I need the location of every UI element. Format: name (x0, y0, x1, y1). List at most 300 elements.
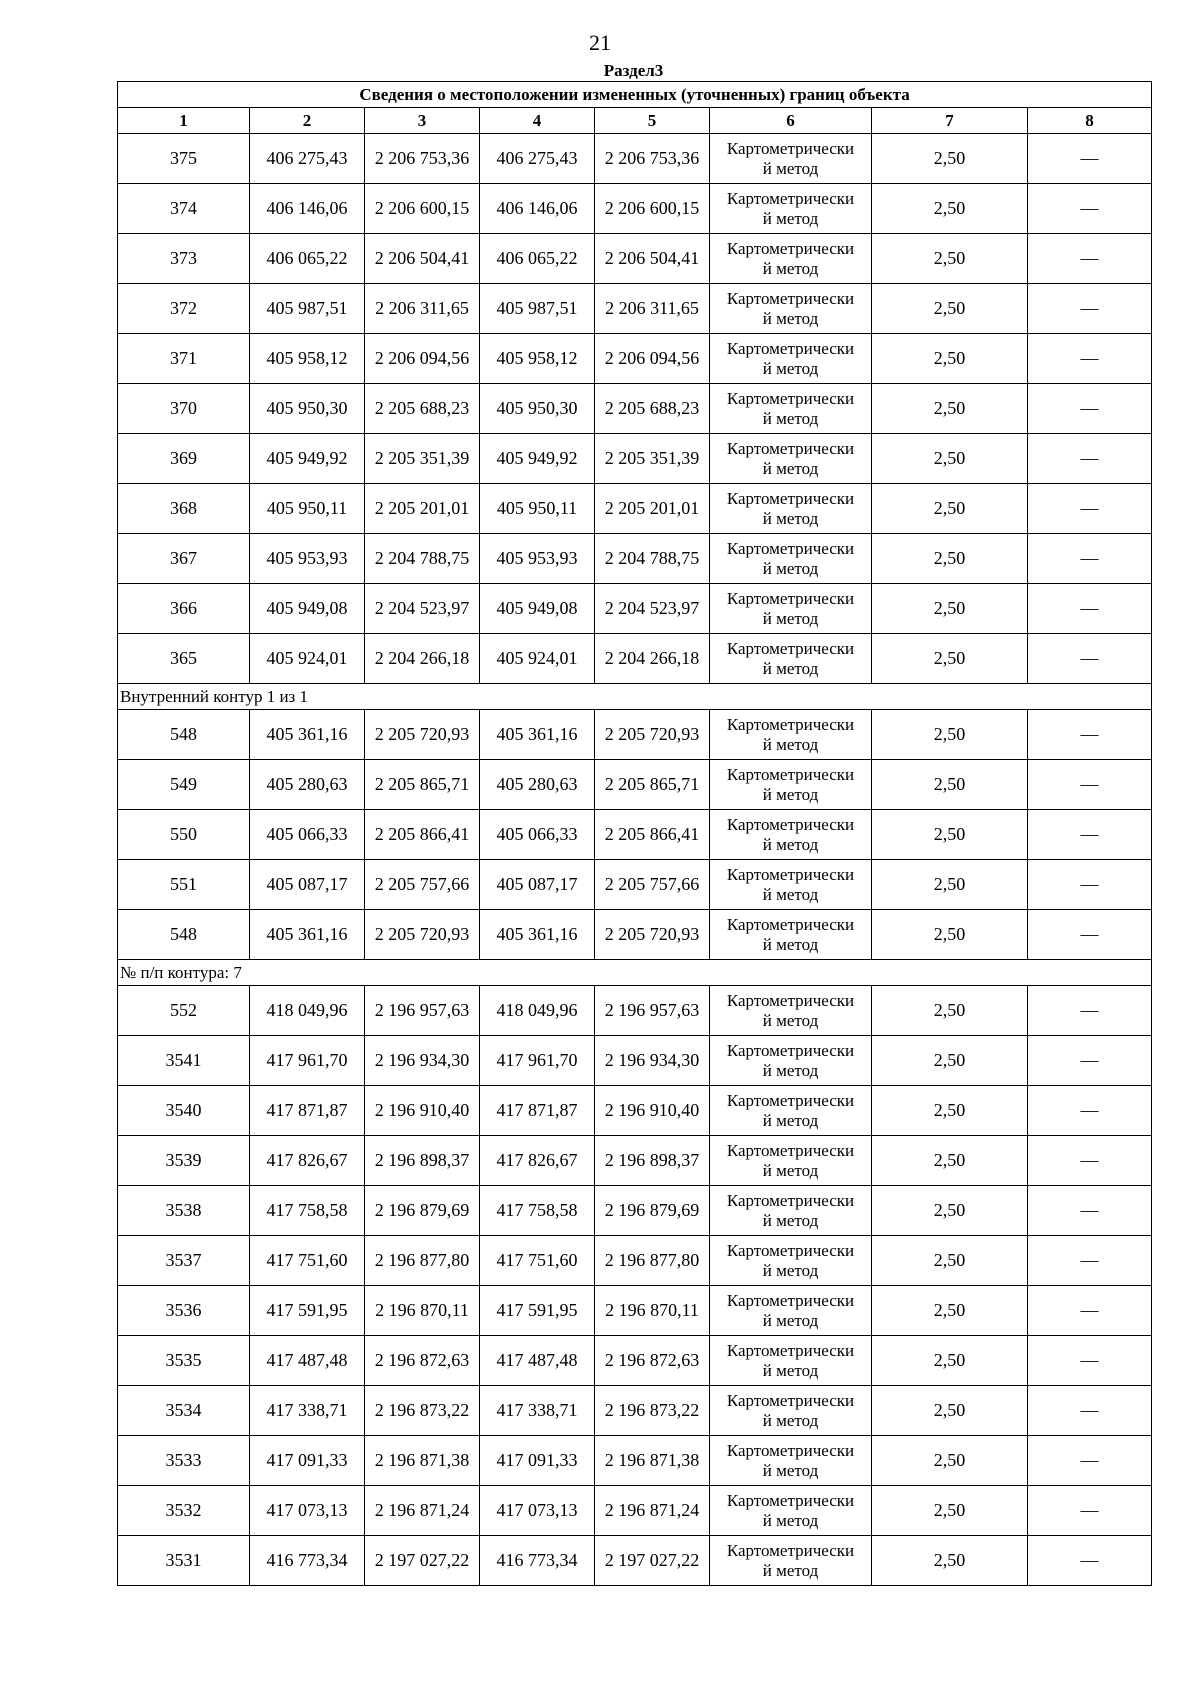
point-number-cell: 550 (118, 810, 250, 860)
note-cell: — (1028, 334, 1152, 384)
method-line-2: й метод (762, 508, 819, 528)
method-cell (710, 484, 872, 534)
method-line-1: Картометрически (726, 1540, 855, 1560)
method-line-1: Картометрически (726, 438, 855, 458)
method-line-2: й метод (762, 208, 819, 228)
method-line-2: й метод (762, 1010, 819, 1030)
coordinate-x1-cell: 417 073,13 (250, 1486, 365, 1536)
method-line-1: Картометрически (726, 1090, 855, 1110)
table-row (118, 584, 1152, 634)
table-row (118, 986, 1152, 1036)
coordinate-y2-cell: 2 196 910,40 (595, 1086, 710, 1136)
method-cell (710, 1336, 872, 1386)
point-number-cell: 3534 (118, 1386, 250, 1436)
contour-label: Внутренний контур 1 из 1 (118, 684, 1152, 710)
accuracy-cell: 2,50 (872, 584, 1028, 634)
method-cell (710, 234, 872, 284)
coordinate-y2-cell: 2 196 957,63 (595, 986, 710, 1036)
method-cell (710, 334, 872, 384)
coordinate-y1-cell: 2 205 757,66 (365, 860, 480, 910)
coordinate-y2-cell: 2 206 504,41 (595, 234, 710, 284)
coordinate-y2-cell: 2 196 872,63 (595, 1336, 710, 1386)
coordinate-y1-cell: 2 205 351,39 (365, 434, 480, 484)
method-line-2: й метод (762, 308, 819, 328)
method-line-2: й метод (762, 934, 819, 954)
coordinate-y2-cell: 2 205 865,71 (595, 760, 710, 810)
note-cell: — (1028, 1186, 1152, 1236)
coordinate-y1-cell: 2 205 720,93 (365, 710, 480, 760)
method-line-2: й метод (762, 408, 819, 428)
coordinate-y1-cell: 2 196 870,11 (365, 1286, 480, 1336)
coordinate-x2-cell: 406 146,06 (480, 184, 595, 234)
coordinate-x1-cell: 405 361,16 (250, 910, 365, 960)
coordinate-x2-cell: 405 950,30 (480, 384, 595, 434)
method-line-2: й метод (762, 1510, 819, 1530)
note-cell: — (1028, 634, 1152, 684)
method-line-1: Картометрически (726, 1040, 855, 1060)
method-line-1: Картометрически (726, 338, 855, 358)
note-cell: — (1028, 1236, 1152, 1286)
coordinate-y2-cell: 2 204 266,18 (595, 634, 710, 684)
column-number-3: 3 (365, 108, 480, 134)
note-cell: — (1028, 484, 1152, 534)
coordinate-x2-cell: 406 275,43 (480, 134, 595, 184)
method-line-2: й метод (762, 1410, 819, 1430)
method-line-2: й метод (762, 458, 819, 478)
coordinate-x1-cell: 405 953,93 (250, 534, 365, 584)
coordinate-x2-cell: 417 487,48 (480, 1336, 595, 1386)
point-number-cell: 551 (118, 860, 250, 910)
coordinate-y2-cell: 2 196 898,37 (595, 1136, 710, 1186)
coordinate-x2-cell: 405 987,51 (480, 284, 595, 334)
point-number-cell: 3536 (118, 1286, 250, 1336)
accuracy-cell: 2,50 (872, 710, 1028, 760)
method-line-2: й метод (762, 258, 819, 278)
accuracy-cell: 2,50 (872, 1536, 1028, 1586)
coordinate-y1-cell: 2 206 311,65 (365, 284, 480, 334)
column-number-5: 5 (595, 108, 710, 134)
coordinate-x2-cell: 416 773,34 (480, 1536, 595, 1586)
point-number-cell: 375 (118, 134, 250, 184)
table-row (118, 810, 1152, 860)
method-line-2: й метод (762, 1560, 819, 1580)
method-line-2: й метод (762, 834, 819, 854)
method-line-1: Картометрически (726, 1490, 855, 1510)
accuracy-cell: 2,50 (872, 634, 1028, 684)
accuracy-cell: 2,50 (872, 134, 1028, 184)
table-row (118, 760, 1152, 810)
coordinate-x2-cell: 405 924,01 (480, 634, 595, 684)
note-cell: — (1028, 1136, 1152, 1186)
coordinate-y1-cell: 2 196 934,30 (365, 1036, 480, 1086)
accuracy-cell: 2,50 (872, 1186, 1028, 1236)
point-number-cell: 374 (118, 184, 250, 234)
accuracy-cell: 2,50 (872, 184, 1028, 234)
point-number-cell: 552 (118, 986, 250, 1036)
method-cell (710, 284, 872, 334)
coordinate-y2-cell: 2 196 877,80 (595, 1236, 710, 1286)
coordinate-x1-cell: 417 961,70 (250, 1036, 365, 1086)
coordinate-y1-cell: 2 205 688,23 (365, 384, 480, 434)
accuracy-cell: 2,50 (872, 810, 1028, 860)
coordinate-x2-cell: 405 361,16 (480, 910, 595, 960)
point-number-cell: 366 (118, 584, 250, 634)
contour-separator-row (118, 684, 1152, 710)
point-number-cell: 3540 (118, 1086, 250, 1136)
method-line-1: Картометрически (726, 1240, 855, 1260)
method-line-1: Картометрически (726, 1190, 855, 1210)
note-cell: — (1028, 1536, 1152, 1586)
note-cell: — (1028, 760, 1152, 810)
accuracy-cell: 2,50 (872, 384, 1028, 434)
table-body (118, 134, 1152, 1586)
coordinate-x2-cell: 417 091,33 (480, 1436, 595, 1486)
coordinate-y1-cell: 2 204 788,75 (365, 534, 480, 584)
method-cell (710, 1436, 872, 1486)
coordinate-x1-cell: 417 758,58 (250, 1186, 365, 1236)
coordinate-x1-cell: 417 487,48 (250, 1336, 365, 1386)
coordinate-x1-cell: 405 949,92 (250, 434, 365, 484)
method-cell (710, 1186, 872, 1236)
coordinate-y1-cell: 2 196 872,63 (365, 1336, 480, 1386)
note-cell: — (1028, 910, 1152, 960)
coordinate-y2-cell: 2 205 720,93 (595, 710, 710, 760)
method-line-1: Картометрически (726, 538, 855, 558)
coordinate-y2-cell: 2 204 523,97 (595, 584, 710, 634)
coordinate-x2-cell: 417 338,71 (480, 1386, 595, 1436)
coordinate-x1-cell: 405 066,33 (250, 810, 365, 860)
method-cell (710, 860, 872, 910)
table-row (118, 1386, 1152, 1436)
coordinate-x1-cell: 406 065,22 (250, 234, 365, 284)
coordinate-x1-cell: 405 949,08 (250, 584, 365, 634)
coordinate-x2-cell: 417 591,95 (480, 1286, 595, 1336)
method-line-2: й метод (762, 1360, 819, 1380)
coordinate-x1-cell: 406 146,06 (250, 184, 365, 234)
coordinate-x1-cell: 405 950,30 (250, 384, 365, 434)
accuracy-cell: 2,50 (872, 986, 1028, 1036)
coordinate-y1-cell: 2 196 898,37 (365, 1136, 480, 1186)
point-number-cell: 369 (118, 434, 250, 484)
method-cell (710, 760, 872, 810)
table-row (118, 1136, 1152, 1186)
coordinate-x1-cell: 417 591,95 (250, 1286, 365, 1336)
point-number-cell: 3533 (118, 1436, 250, 1486)
column-number-2: 2 (250, 108, 365, 134)
method-cell (710, 910, 872, 960)
method-line-2: й метод (762, 1160, 819, 1180)
method-line-1: Картометрически (726, 1390, 855, 1410)
method-line-1: Картометрически (726, 388, 855, 408)
method-line-1: Картометрически (726, 238, 855, 258)
method-line-2: й метод (762, 1210, 819, 1230)
coordinate-y2-cell: 2 196 871,24 (595, 1486, 710, 1536)
method-line-2: й метод (762, 1310, 819, 1330)
point-number-cell: 371 (118, 334, 250, 384)
method-line-1: Картометрически (726, 1440, 855, 1460)
note-cell: — (1028, 1336, 1152, 1386)
point-number-cell: 3531 (118, 1536, 250, 1586)
accuracy-cell: 2,50 (872, 1286, 1028, 1336)
coordinate-y2-cell: 2 205 351,39 (595, 434, 710, 484)
coordinate-x2-cell: 405 953,93 (480, 534, 595, 584)
note-cell: — (1028, 284, 1152, 334)
point-number-cell: 3532 (118, 1486, 250, 1536)
table-row (118, 384, 1152, 434)
method-cell (710, 710, 872, 760)
coordinate-y2-cell: 2 197 027,22 (595, 1536, 710, 1586)
table-row (118, 1086, 1152, 1136)
point-number-cell: 3537 (118, 1236, 250, 1286)
method-line-1: Картометрически (726, 1340, 855, 1360)
column-number-7: 7 (872, 108, 1028, 134)
method-line-2: й метод (762, 558, 819, 578)
table-row (118, 284, 1152, 334)
table-row (118, 1436, 1152, 1486)
point-number-cell: 372 (118, 284, 250, 334)
method-cell (710, 134, 872, 184)
method-cell (710, 534, 872, 584)
method-cell (710, 1236, 872, 1286)
coordinate-x1-cell: 417 338,71 (250, 1386, 365, 1436)
coordinate-x1-cell: 406 275,43 (250, 134, 365, 184)
point-number-cell: 368 (118, 484, 250, 534)
coordinate-x1-cell: 405 280,63 (250, 760, 365, 810)
note-cell: — (1028, 584, 1152, 634)
accuracy-cell: 2,50 (872, 434, 1028, 484)
method-line-1: Картометрически (726, 1290, 855, 1310)
point-number-cell: 549 (118, 760, 250, 810)
accuracy-cell: 2,50 (872, 1136, 1028, 1186)
method-cell (710, 986, 872, 1036)
coordinate-x2-cell: 417 758,58 (480, 1186, 595, 1236)
method-cell (710, 1036, 872, 1086)
coordinate-y1-cell: 2 196 957,63 (365, 986, 480, 1036)
table-row (118, 134, 1152, 184)
column-number-8: 8 (1028, 108, 1152, 134)
point-number-cell: 548 (118, 910, 250, 960)
coordinate-y2-cell: 2 196 934,30 (595, 1036, 710, 1086)
coordinate-x2-cell: 405 280,63 (480, 760, 595, 810)
table-row (118, 1236, 1152, 1286)
table-row (118, 710, 1152, 760)
point-number-cell: 365 (118, 634, 250, 684)
note-cell: — (1028, 1386, 1152, 1436)
accuracy-cell: 2,50 (872, 910, 1028, 960)
method-cell (710, 634, 872, 684)
coordinate-x1-cell: 405 987,51 (250, 284, 365, 334)
method-line-1: Картометрически (726, 1140, 855, 1160)
coordinate-x2-cell: 417 871,87 (480, 1086, 595, 1136)
note-cell: — (1028, 534, 1152, 584)
coordinate-x1-cell: 417 091,33 (250, 1436, 365, 1486)
column-number-row (118, 108, 1152, 134)
accuracy-cell: 2,50 (872, 334, 1028, 384)
point-number-cell: 548 (118, 710, 250, 760)
accuracy-cell: 2,50 (872, 1486, 1028, 1536)
accuracy-cell: 2,50 (872, 1436, 1028, 1486)
method-line-2: й метод (762, 158, 819, 178)
table-row (118, 1186, 1152, 1236)
method-cell (710, 810, 872, 860)
note-cell: — (1028, 184, 1152, 234)
method-cell (710, 1386, 872, 1436)
coordinate-y2-cell: 2 205 866,41 (595, 810, 710, 860)
coordinate-x1-cell: 405 958,12 (250, 334, 365, 384)
coordinate-y2-cell: 2 205 688,23 (595, 384, 710, 434)
note-cell: — (1028, 134, 1152, 184)
accuracy-cell: 2,50 (872, 284, 1028, 334)
point-number-cell: 370 (118, 384, 250, 434)
coordinate-y1-cell: 2 196 879,69 (365, 1186, 480, 1236)
table-row (118, 910, 1152, 960)
coordinate-x2-cell: 417 826,67 (480, 1136, 595, 1186)
method-cell (710, 1286, 872, 1336)
coordinate-y1-cell: 2 205 720,93 (365, 910, 480, 960)
method-line-1: Картометрически (726, 864, 855, 884)
method-line-1: Картометрически (726, 188, 855, 208)
note-cell: — (1028, 434, 1152, 484)
accuracy-cell: 2,50 (872, 1336, 1028, 1386)
method-line-1: Картометрически (726, 914, 855, 934)
method-cell (710, 384, 872, 434)
table-caption: Сведения о местоположении измененных (уточненных) границ объекта (118, 82, 1152, 108)
page-number: 21 (589, 30, 611, 55)
method-line-1: Картометрически (726, 488, 855, 508)
coordinate-x1-cell: 417 826,67 (250, 1136, 365, 1186)
accuracy-cell: 2,50 (872, 1086, 1028, 1136)
coordinate-y1-cell: 2 197 027,22 (365, 1536, 480, 1586)
coordinate-y2-cell: 2 196 879,69 (595, 1186, 710, 1236)
coordinate-y2-cell: 2 205 201,01 (595, 484, 710, 534)
note-cell: — (1028, 986, 1152, 1036)
coordinate-x1-cell: 405 950,11 (250, 484, 365, 534)
accuracy-cell: 2,50 (872, 1036, 1028, 1086)
method-line-2: й метод (762, 608, 819, 628)
note-cell: — (1028, 384, 1152, 434)
coordinate-x2-cell: 418 049,96 (480, 986, 595, 1036)
point-number-cell: 3535 (118, 1336, 250, 1386)
coordinate-y1-cell: 2 206 094,56 (365, 334, 480, 384)
coordinate-x1-cell: 405 924,01 (250, 634, 365, 684)
coordinate-y1-cell: 2 205 866,41 (365, 810, 480, 860)
accuracy-cell: 2,50 (872, 234, 1028, 284)
coordinate-y2-cell: 2 204 788,75 (595, 534, 710, 584)
coordinate-x2-cell: 417 961,70 (480, 1036, 595, 1086)
table-row (118, 1486, 1152, 1536)
coordinate-y1-cell: 2 204 523,97 (365, 584, 480, 634)
method-line-1: Картометрически (726, 138, 855, 158)
table-row (118, 1336, 1152, 1386)
coordinate-x2-cell: 405 949,92 (480, 434, 595, 484)
contour-separator-row (118, 960, 1152, 986)
accuracy-cell: 2,50 (872, 484, 1028, 534)
coordinate-x1-cell: 405 087,17 (250, 860, 365, 910)
method-cell (710, 184, 872, 234)
note-cell: — (1028, 1036, 1152, 1086)
boundary-table (117, 81, 1152, 1586)
coordinate-y1-cell: 2 206 753,36 (365, 134, 480, 184)
method-line-1: Картометрически (726, 814, 855, 834)
accuracy-cell: 2,50 (872, 760, 1028, 810)
note-cell: — (1028, 1486, 1152, 1536)
coordinate-y2-cell: 2 196 873,22 (595, 1386, 710, 1436)
coordinate-y2-cell: 2 206 600,15 (595, 184, 710, 234)
method-line-2: й метод (762, 734, 819, 754)
coordinate-y1-cell: 2 205 201,01 (365, 484, 480, 534)
point-number-cell: 367 (118, 534, 250, 584)
method-line-2: й метод (762, 1110, 819, 1130)
table-row (118, 234, 1152, 284)
method-cell (710, 434, 872, 484)
method-line-2: й метод (762, 1260, 819, 1280)
accuracy-cell: 2,50 (872, 1236, 1028, 1286)
method-cell (710, 1136, 872, 1186)
note-cell: — (1028, 1436, 1152, 1486)
method-line-2: й метод (762, 658, 819, 678)
section-title: Раздел3 (603, 61, 664, 80)
note-cell: — (1028, 1286, 1152, 1336)
table-row (118, 184, 1152, 234)
point-number-cell: 3541 (118, 1036, 250, 1086)
coordinate-x2-cell: 405 087,17 (480, 860, 595, 910)
method-line-2: й метод (762, 358, 819, 378)
column-number-6: 6 (710, 108, 872, 134)
coordinate-y1-cell: 2 206 504,41 (365, 234, 480, 284)
coordinate-y2-cell: 2 206 094,56 (595, 334, 710, 384)
coordinate-y1-cell: 2 196 877,80 (365, 1236, 480, 1286)
coordinate-x1-cell: 418 049,96 (250, 986, 365, 1036)
point-number-cell: 3538 (118, 1186, 250, 1236)
method-line-2: й метод (762, 784, 819, 804)
coordinate-x1-cell: 417 871,87 (250, 1086, 365, 1136)
method-line-1: Картометрически (726, 764, 855, 784)
coordinate-y2-cell: 2 206 311,65 (595, 284, 710, 334)
coordinate-x2-cell: 406 065,22 (480, 234, 595, 284)
coordinate-x1-cell: 416 773,34 (250, 1536, 365, 1586)
table-row (118, 634, 1152, 684)
coordinate-x2-cell: 405 949,08 (480, 584, 595, 634)
note-cell: — (1028, 860, 1152, 910)
accuracy-cell: 2,50 (872, 860, 1028, 910)
coordinate-y2-cell: 2 196 871,38 (595, 1436, 710, 1486)
table-row (118, 1536, 1152, 1586)
table-row (118, 1036, 1152, 1086)
table-row (118, 434, 1152, 484)
method-cell (710, 1086, 872, 1136)
coordinate-y2-cell: 2 196 870,11 (595, 1286, 710, 1336)
method-cell (710, 1536, 872, 1586)
note-cell: — (1028, 710, 1152, 760)
coordinate-y1-cell: 2 204 266,18 (365, 634, 480, 684)
coordinate-x2-cell: 417 751,60 (480, 1236, 595, 1286)
method-cell (710, 1486, 872, 1536)
point-number-cell: 373 (118, 234, 250, 284)
table-row (118, 534, 1152, 584)
table-row (118, 334, 1152, 384)
table-row (118, 860, 1152, 910)
column-number-4: 4 (480, 108, 595, 134)
method-line-2: й метод (762, 884, 819, 904)
coordinate-y1-cell: 2 196 871,38 (365, 1436, 480, 1486)
coordinate-y2-cell: 2 206 753,36 (595, 134, 710, 184)
coordinate-y1-cell: 2 196 871,24 (365, 1486, 480, 1536)
coordinate-x2-cell: 405 066,33 (480, 810, 595, 860)
point-number-cell: 3539 (118, 1136, 250, 1186)
coordinate-y2-cell: 2 205 720,93 (595, 910, 710, 960)
method-line-2: й метод (762, 1460, 819, 1480)
coordinate-y1-cell: 2 205 865,71 (365, 760, 480, 810)
